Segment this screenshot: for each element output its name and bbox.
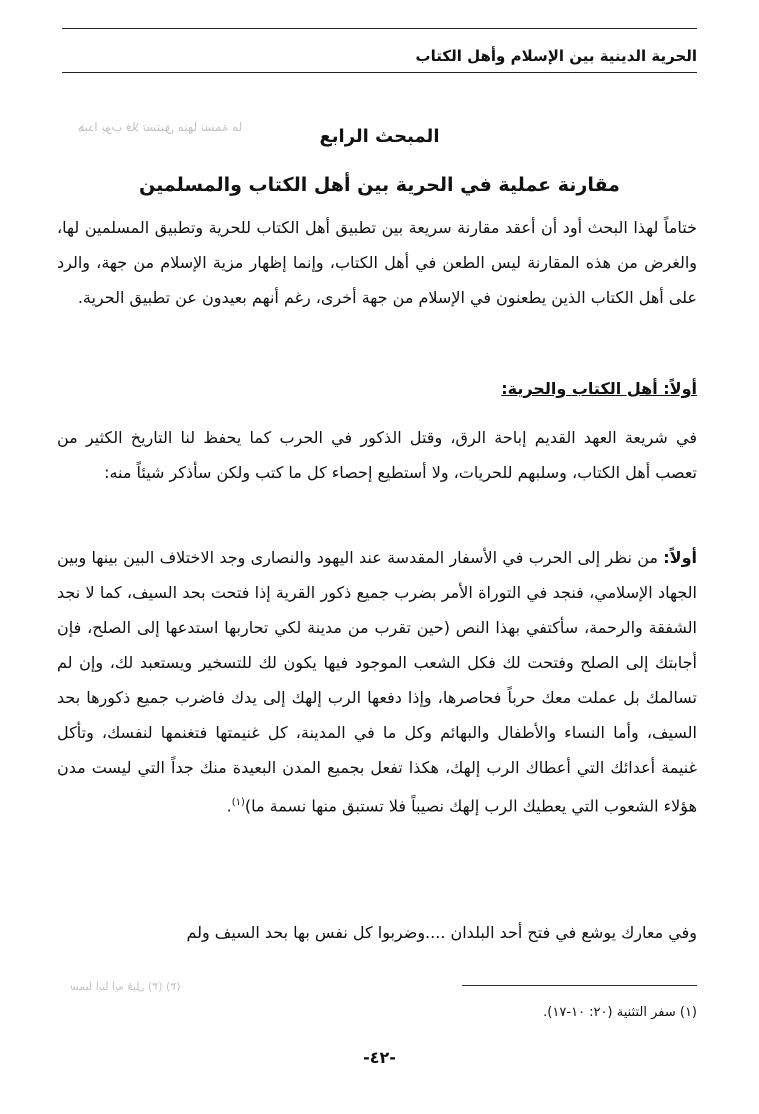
section-subtitle: مقارنة عملية في الحرية بين أهل الكتاب والمسلمين	[139, 174, 620, 196]
first-point-paragraph	[57, 540, 697, 823]
footnote-reference[interactable]: (١)	[231, 797, 245, 808]
footnote-separator	[462, 985, 697, 986]
first-point-end: .	[226, 796, 232, 816]
law-paragraph: في شريعة العهد القديم إباحة الرق، وقتل الذكور في الحرب كما يحفظ لنا التاريخ الكثير من تعصب أهل الكتاب، وسلبهم للحريات، ولا أستطيع إحصاء كل ما كتب ولكن سأذكر شيئاً منه:	[57, 428, 697, 482]
header-rule-bottom	[62, 72, 697, 73]
header-rule-top	[62, 28, 697, 29]
first-point-text: من نظر إلى الحرب في الأسفار المقدسة عند اليهود والنصارى وجد الاختلاف البين بينها وبين الجهاد الإسلامي، فنجد في التوراة الأمر بضرب جميع ذكور القرية إذا فتحت بحد السيف، كما لا نجد الشفقة والرحمة، سأكتفي بهذا النص (حين تقرب من مدينة لكي تحاربها استدعها إلى الصلح، فإن أجابتك إلى الصلح وفتحت لك فكل الشعب الموجود فيها يكون لك للتسخير ويستعبد لك، وإن لم تسالمك بل عملت معك حرباً فحاصرها، وإذا دفعها الرب إلهك إلى يدك فاضرب جميع ذكورها بحد السيف، وأما النساء والأطفال والبهائم وكل ما في المدينة، كل غنيمتها فتغنمها لنفسك، وتأكل غنيمة أعدائك التي أعطاك الرب إلهك، هكذا تفعل بجميع المدن البعيدة منك جداً التي ليست مدن هؤلاء الشعوب التي يعطيك الرب إلهك نصيباً فلا تستبق منها نسمة ما)	[57, 548, 697, 816]
joshua-paragraph: وفي معارك يوشع في فتح أحد البلدان ....وضربوا كل نفس بها بحد السيف ولم	[186, 923, 697, 942]
bleed-through-text-top: هبدا بوب فلا تستبق منها نسمة ما	[78, 120, 243, 134]
footnote: (١) سفر التثنية (٢٠: ١٠-١٧).	[543, 1005, 697, 1020]
section-title: المبحث الرابع	[319, 126, 440, 147]
subsection-heading: أولاً: أهل الكتاب والحرية:	[501, 379, 697, 398]
first-point-lead: أولاً:	[663, 548, 697, 567]
bleed-through-text-bottom: (٣) سمبا ايتا ايه قيل (٣)	[70, 980, 181, 993]
running-title: الحرية الدينية بين الإسلام وأهل الكتاب	[415, 47, 697, 65]
intro-paragraph: ختاماً لهذا البحث أود أن أعقد مقارنة سريعة بين تطبيق أهل الكتاب للحرية وتطبيق المسلمين لها، والغرض من هذه المقارنة ليس الطعن في أهل الكتاب، وإنما إظهار مزية الإسلام من جهة، والرد على أهل الكتاب الذين يطعنون في الإسلام من جهة أخرى، رغم أنهم بعيدون عن تطبيق الحرية.	[57, 218, 697, 307]
page-number: -٤٢-	[363, 1048, 396, 1067]
